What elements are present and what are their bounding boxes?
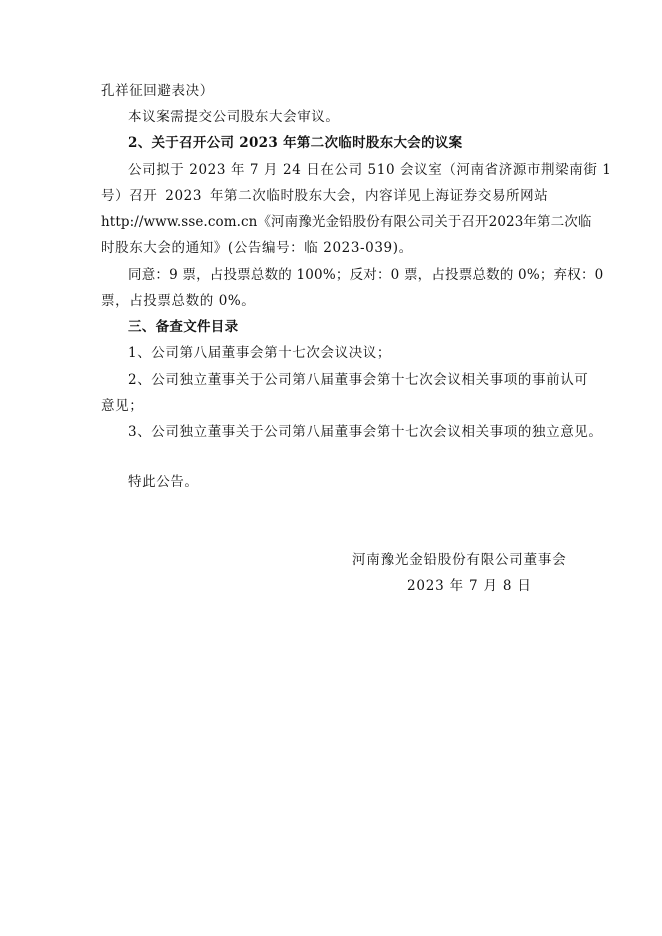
item2-para-line: 公司拟于 2023 年 7 月 24 日在公司 510 会议室（河南省济源市荆梁南街 1: [128, 162, 612, 178]
section3-item-3: 3、公司独立董事关于公司第八届董事会第十七次会议相关事项的独立意见。: [128, 424, 603, 440]
signature-company: 河南豫光金铅股份有限公司董事会: [352, 552, 567, 568]
item2-heading: 2、关于召开公司 2023 年第二次临时股东大会的议案: [128, 135, 463, 151]
item2-vote-line: 票，占投票总数的 0%。: [101, 293, 256, 309]
section3-item-1: 1、公司第八届董事会第十七次会议决议；: [128, 345, 391, 361]
section3-item-2: 2、公司独立董事关于公司第八届董事会第十七次会议相关事项的事前认可: [128, 372, 589, 388]
section3-heading: 三、备查文件目录: [128, 319, 239, 335]
item2-para-line: 时股东大会的通知》(公告编号：临 2023-039)。: [101, 240, 413, 256]
carryover-text: 孔祥征回避表决）: [101, 83, 214, 99]
item2-para-line: http://www.sse.com.cn《河南豫光金铅股份有限公司关于召开2023年第二次临: [101, 214, 592, 230]
section3-item-2-cont: 意见；: [101, 398, 144, 414]
submit-note: 本议案需提交公司股东大会审议。: [128, 109, 340, 125]
closing-text: 特此公告。: [128, 474, 199, 490]
item2-para-line: 号）召开 2023 年第二次临时股东大会，内容详见上海证券交易所网站: [101, 188, 549, 204]
item2-vote-line: 同意：9 票，占投票总数的 100%；反对：0 票，占投票总数的 0%；弃权：0: [128, 267, 604, 283]
signature-date: 2023 年 7 月 8 日: [407, 578, 532, 594]
